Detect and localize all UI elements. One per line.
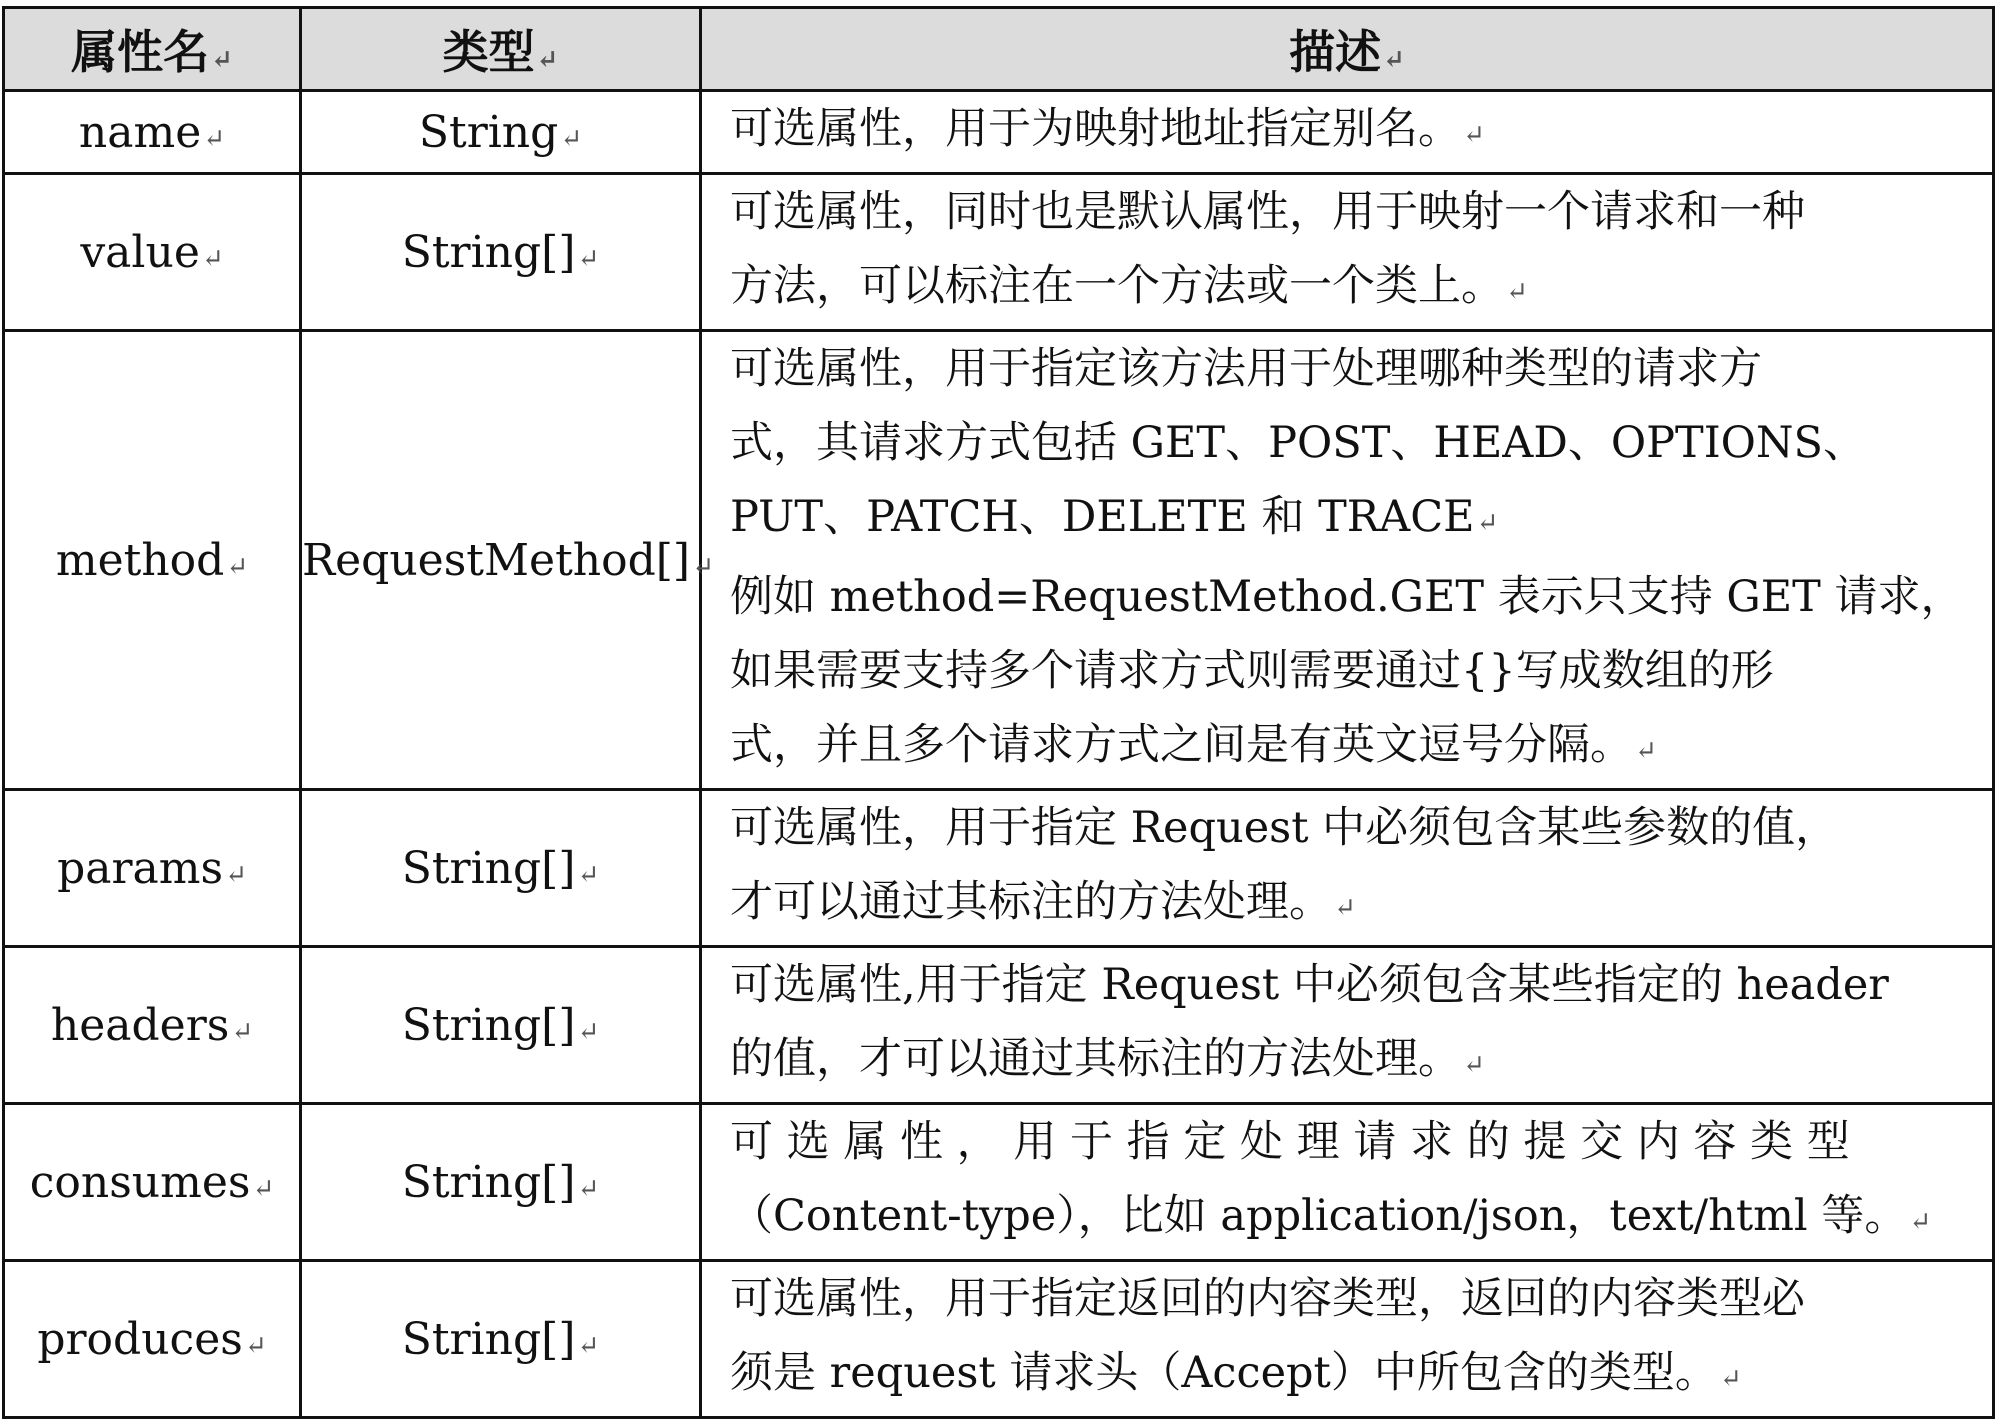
paragraph-mark-icon: ↵ xyxy=(560,123,583,154)
table-row xyxy=(4,790,1994,947)
attribute-type-cell xyxy=(301,1104,701,1261)
attribute-table xyxy=(2,6,1995,1419)
paragraph-mark-icon: ↵ xyxy=(577,243,600,274)
attribute-type: String[] xyxy=(401,1313,576,1365)
attribute-type-cell xyxy=(301,947,701,1104)
paragraph-mark-icon: ↵ xyxy=(211,45,233,75)
attribute-type: String[] xyxy=(401,999,576,1051)
description-paragraph xyxy=(730,92,1988,172)
paragraph-mark-icon: ↵ xyxy=(252,1173,275,1204)
header-description xyxy=(701,8,1994,91)
attribute-type: RequestMethod[] xyxy=(302,534,691,586)
table-row xyxy=(4,91,1994,174)
paragraph-mark-icon: ↵ xyxy=(577,1016,600,1047)
description-text: 例如 method=RequestMethod.GET 表示只支持 GET 请求， 如果需要支持多个请求方式则需要通过{}写成数组的形 式，并且多个请求方式之间是有英文逗号分隔。 xyxy=(730,572,1964,770)
description-text: 可选属性，用于指定 Request 中必须包含某些参数的值， 才可以通过其标注的方法处理。 xyxy=(730,803,1839,927)
attribute-description-cell xyxy=(701,790,1994,947)
table-row xyxy=(4,1104,1994,1261)
paragraph-mark-icon: ↵ xyxy=(577,1330,600,1361)
attribute-description-cell xyxy=(701,1104,1994,1261)
table-row xyxy=(4,1261,1994,1418)
attribute-name: name xyxy=(78,106,202,158)
paragraph-mark-icon: ↵ xyxy=(1476,508,1499,538)
paragraph-mark-icon: ↵ xyxy=(231,1016,254,1047)
attribute-name-cell xyxy=(4,947,301,1104)
paragraph-mark-icon: ↵ xyxy=(1719,1364,1742,1394)
attribute-name: method xyxy=(55,534,225,586)
paragraph-mark-icon: ↵ xyxy=(1463,1050,1485,1080)
paragraph-mark-icon: ↵ xyxy=(203,123,226,154)
attribute-type-cell xyxy=(301,790,701,947)
attribute-type: String[] xyxy=(401,1156,576,1208)
table-body xyxy=(4,91,1994,1418)
paragraph-mark-icon: ↵ xyxy=(577,1173,600,1204)
table-row xyxy=(4,174,1994,331)
attribute-type: String[] xyxy=(401,842,576,894)
header-attribute-name-label: 属性名 xyxy=(71,25,210,79)
attribute-type-cell xyxy=(301,91,701,174)
table-row xyxy=(4,947,1994,1104)
description-text: 可选属性,用于指定 Request 中必须包含某些指定的 header 的值，才可以通过其标注的方法处理。 xyxy=(730,960,1889,1084)
description-text: 可选属性，用于指定该方法用于处理哪种类型的请求方 式，其请求方式包括 GET、POST、HEAD、OPTIONS、 PUT、PATCH、DELETE 和 TRACE xyxy=(730,344,1867,542)
paragraph-mark-icon: ↵ xyxy=(536,45,559,75)
attribute-name: consumes xyxy=(29,1156,251,1208)
attribute-type-cell xyxy=(301,174,701,331)
paragraph-mark-icon: ↵ xyxy=(225,859,247,890)
attribute-description-cell xyxy=(701,174,1994,331)
attribute-description-cell xyxy=(701,91,1994,174)
description-paragraph xyxy=(730,791,1988,945)
description-paragraph xyxy=(730,1262,1988,1416)
header-type-label: 类型 xyxy=(442,25,535,79)
paragraph-mark-icon: ↵ xyxy=(1635,736,1657,766)
header-type xyxy=(301,8,701,91)
header-row xyxy=(4,8,1994,91)
description-paragraph xyxy=(730,175,1988,329)
description-text: 可选属性，用于指定返回的内容类型，返回的内容类型必 须是 request 请求头（Accept）中所包含的类型。 xyxy=(730,1274,1805,1398)
attribute-name: headers xyxy=(50,999,230,1051)
table-row xyxy=(4,331,1994,790)
attribute-description-cell xyxy=(701,331,1994,790)
attribute-type-cell xyxy=(301,331,714,790)
attribute-name: params xyxy=(57,842,224,894)
paragraph-mark-icon: ↵ xyxy=(1383,45,1405,75)
header-attribute-name xyxy=(4,8,301,91)
attribute-name-cell xyxy=(4,790,301,947)
paragraph-mark-icon: ↵ xyxy=(1334,893,1356,923)
attribute-name-cell xyxy=(4,1104,301,1261)
description-paragraph xyxy=(730,1105,1988,1259)
paragraph-mark-icon: ↵ xyxy=(1463,120,1485,150)
paragraph-mark-icon: ↵ xyxy=(1506,277,1528,307)
description-text: 可选属性，用于为映射地址指定别名。 xyxy=(730,104,1461,154)
attribute-name: value xyxy=(80,226,200,278)
attribute-type: String[] xyxy=(401,226,576,278)
attribute-description-cell xyxy=(701,947,1994,1104)
attribute-name: produces xyxy=(37,1313,243,1365)
paragraph-mark-icon: ↵ xyxy=(201,243,224,274)
description-paragraph xyxy=(730,332,1988,560)
paragraph-mark-icon: ↵ xyxy=(692,551,714,582)
header-description-label: 描述 xyxy=(1289,25,1382,79)
paragraph-mark-icon: ↵ xyxy=(577,859,600,890)
attribute-name-cell xyxy=(4,174,301,331)
description-text: 可选属性，同时也是默认属性，用于映射一个请求和一种 方法，可以标注在一个方法或一个类上。 xyxy=(730,187,1805,311)
attribute-name-cell xyxy=(4,91,301,174)
attribute-name-cell xyxy=(4,1261,301,1418)
attribute-type-cell xyxy=(301,1261,701,1418)
attribute-description-cell xyxy=(701,1261,1994,1418)
paragraph-mark-icon: ↵ xyxy=(1909,1207,1932,1237)
description-paragraph xyxy=(730,560,1988,788)
paragraph-mark-icon: ↵ xyxy=(226,551,249,582)
description-paragraph xyxy=(730,948,1988,1102)
description-text: 可 选 属 性 ， 用 于 指 定 处 理 请 求 的 提 交 内 容 类 型 （Content-type），比如 application/json，text/html 等。 xyxy=(730,1117,1908,1241)
attribute-type: String xyxy=(418,106,559,158)
paragraph-mark-icon: ↵ xyxy=(244,1330,267,1361)
attribute-name-cell xyxy=(4,331,301,790)
